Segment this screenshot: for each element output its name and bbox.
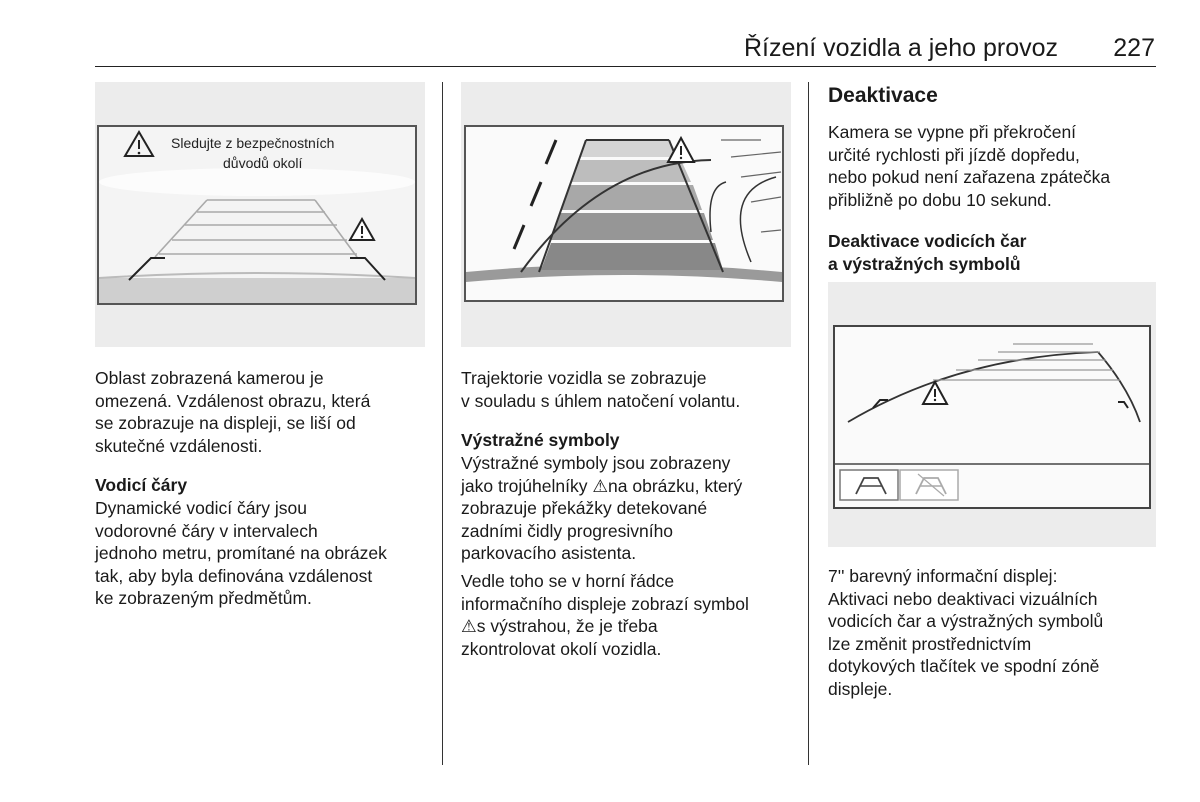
col2-paragraph-2: [461, 452, 742, 565]
display-buttons-illustration: [828, 282, 1156, 547]
text-line: přibližně po dobu 10 sekund.: [828, 189, 1052, 210]
text-line: zkontrolovat okolí vozidla.: [461, 638, 662, 659]
warning-triangle-icon: ⚠: [592, 475, 609, 496]
text-line: dotykových tlačítek ve spodní zóně: [828, 656, 1100, 676]
warning-triangle-icon: ⚠: [461, 616, 477, 636]
text-line: Kamera se vypne při překročení: [828, 122, 1077, 142]
column-divider-1: [442, 82, 443, 765]
text-line: ke zobrazeným předmětům.: [95, 588, 312, 608]
text-line: Trajektorie vozidla se zobrazuje: [461, 368, 707, 388]
heading-deactivation: Deaktivace: [828, 84, 938, 107]
text-line: Aktivaci nebo deaktivaci vizuálních: [828, 588, 1098, 609]
text-line: Vedle toho se v horní řádce: [461, 571, 675, 591]
col2-paragraph-1: [461, 367, 740, 412]
text-line: [461, 475, 742, 498]
figure-camera-view: [95, 82, 425, 347]
text-line: omezená. Vzdálenost obrazu, která: [95, 390, 371, 411]
col1-paragraph-2: [95, 497, 387, 610]
heading-warning-symbols: Výstražné symboly: [461, 430, 620, 450]
col3-paragraph-2: [828, 565, 1103, 700]
warning-text-line1: Sledujte z bezpečnostních: [171, 135, 335, 151]
text-line: jednoho metru, promítané na obrázek: [95, 543, 387, 563]
text-line: vodicích čar a výstražných symbolů: [828, 611, 1104, 631]
trajectory-illustration: [461, 82, 791, 347]
text-fragment: s výstrahou, že je třeba: [476, 616, 658, 636]
text-line: Dynamické vodicí čáry jsou: [95, 498, 308, 518]
text-line: tak, aby byla definována vzdálenost: [95, 565, 373, 586]
text-line: v souladu s úhlem natočení volantu.: [461, 390, 741, 411]
camera-view-illustration: [95, 82, 425, 347]
col2-paragraph-3: [461, 570, 749, 660]
text-line: lze změnit prostřednictvím: [828, 633, 1032, 654]
text-line: Výstražné symboly jsou zobrazeny: [461, 453, 731, 473]
column-divider-2: [808, 82, 809, 765]
figure-display-buttons: [828, 282, 1156, 547]
text-line: [461, 615, 749, 638]
figure-trajectory-view: [461, 82, 791, 347]
text-line: 7'' barevný informační displej:: [828, 566, 1058, 586]
text-line: skutečné vzdálenosti.: [95, 435, 263, 456]
col3-paragraph-1: [828, 121, 1110, 211]
text-fragment: na obrázku, který: [608, 475, 743, 496]
warning-text-line2: důvodů okolí: [223, 155, 303, 171]
toggle-guide-lines-button[interactable]: [840, 470, 898, 500]
toggle-warning-symbols-button[interactable]: [900, 470, 958, 500]
text-line: Deaktivace vodicích čar: [828, 231, 1027, 251]
text-line: zadními čidly progresivního: [461, 520, 674, 541]
text-line: displeje.: [828, 678, 893, 699]
text-line: Oblast zobrazená kamerou je: [95, 368, 324, 388]
page-number: 227: [1113, 34, 1155, 62]
text-line: zobrazuje překážky detekované: [461, 498, 708, 518]
heading-deactivate-guides: [828, 230, 1026, 275]
text-line: informačního displeje zobrazí symbol: [461, 593, 749, 614]
header-divider: [95, 66, 1156, 67]
text-line: a výstražných symbolů: [828, 253, 1021, 274]
text-line: nebo pokud není zařazena zpátečka: [828, 167, 1111, 187]
text-fragment: jako trojúhelníky: [461, 475, 593, 496]
text-line: se zobrazuje na displeji, se liší od: [95, 413, 356, 433]
text-line: vodorovné čáry v intervalech: [95, 520, 318, 541]
text-line: určité rychlosti při jízdě dopředu,: [828, 144, 1080, 165]
page-header-title: Řízení vozidla a jeho provoz: [743, 34, 1058, 62]
text-line: parkovacího asistenta.: [461, 543, 637, 563]
heading-guide-lines: Vodicí čáry: [95, 475, 188, 495]
col1-paragraph-1: [95, 367, 370, 457]
